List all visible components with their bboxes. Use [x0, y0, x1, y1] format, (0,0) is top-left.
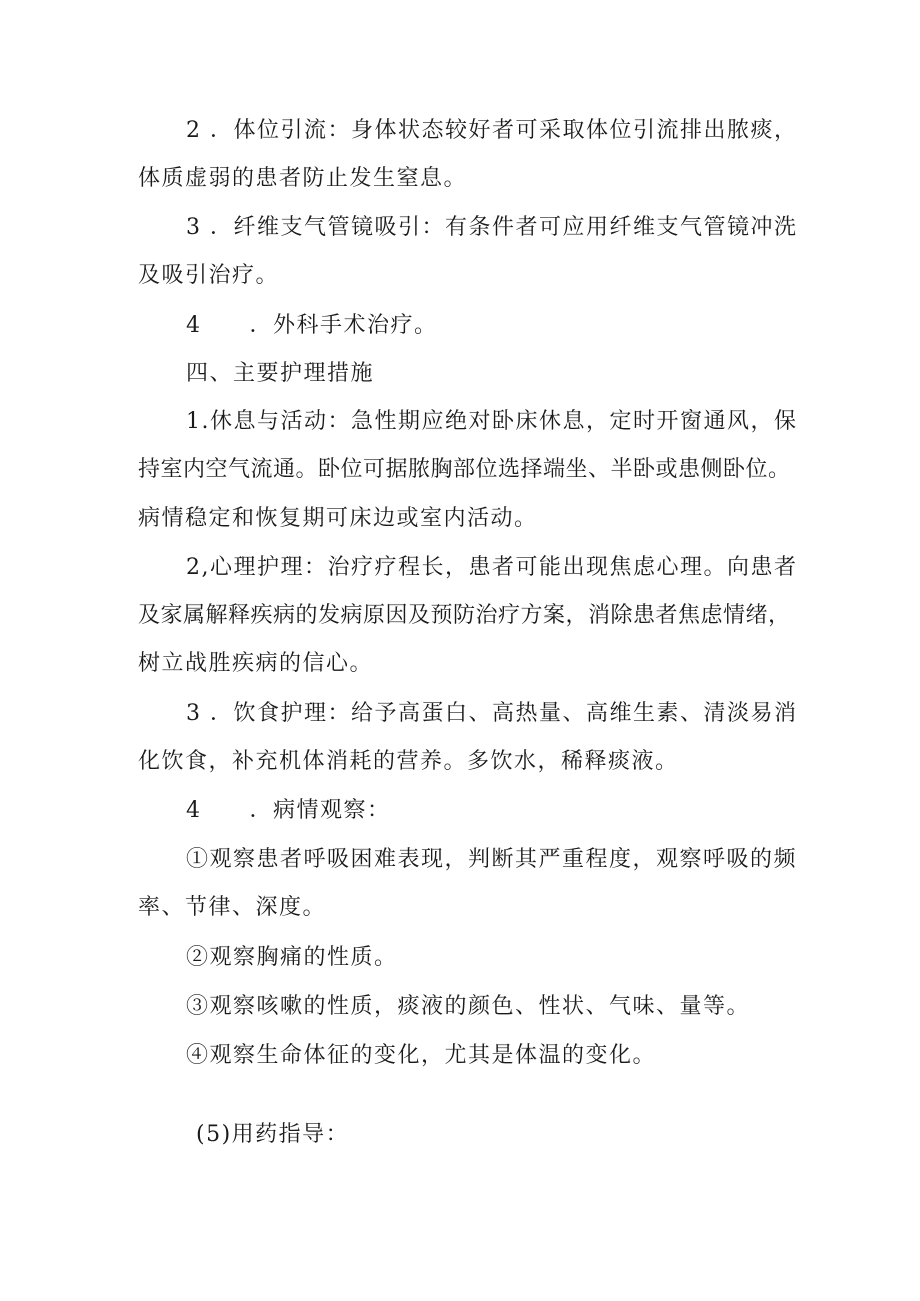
text-line: ④观察生命体征的变化，尤其是体温的变化。	[186, 1043, 657, 1068]
text-line	[186, 796, 391, 826]
text-line	[186, 311, 438, 341]
text-line: ②观察胸痛的性质。	[186, 945, 398, 970]
text-line: 树立战胜疾病的信心。	[138, 651, 374, 676]
list-text: ．外科手术治疗。	[249, 313, 438, 338]
text-line: 化饮食，补充机体消耗的营养。多饮水，稀释痰液。	[138, 749, 679, 774]
text-line: 持室内空气流通。卧位可据脓胸部位选择端坐、半卧或患侧卧位。	[138, 457, 791, 482]
list-text: ．病情观察：	[249, 798, 391, 823]
text-line: 2,心理护理：治疗疗程长，患者可能出现焦虑心理。向患者	[186, 555, 798, 580]
text-line: 病情稳定和恢复期可床边或室内活动。	[138, 506, 538, 531]
list-number: 4	[186, 798, 202, 823]
text-line: 及吸引治疗。	[138, 263, 280, 288]
text-line: 1.休息与活动：急性期应绝对卧床休息，定时开窗通风，保	[186, 409, 798, 434]
text-line: ①观察患者呼吸困难表现，判断其严重程度，观察呼吸的频	[186, 847, 798, 872]
list-number: 4	[186, 313, 202, 338]
text-line: 及家属解释疾病的发病原因及预防治疗方案，消除患者焦虑情绪，	[138, 603, 791, 628]
text-line: 2 ．体位引流：身体状态较好者可采取体位引流排出脓痰，	[186, 118, 798, 143]
text-line: 3 ．纤维支气管镜吸引：有条件者可应用纤维支气管镜冲洗	[186, 215, 798, 240]
text-line: 率、节律、深度。	[138, 895, 327, 920]
text-line: 3 ．饮食护理：给予高蛋白、高热量、高维生素、清淡易消	[186, 701, 798, 726]
text-line: 体质虚弱的患者防止发生窒息。	[138, 166, 468, 191]
section-heading: 四、主要护理措施	[186, 361, 375, 386]
subheading: (5)用药指导：	[196, 1122, 350, 1147]
text-line: ③观察咳嗽的性质，痰液的颜色、性状、气味、量等。	[186, 994, 751, 1019]
